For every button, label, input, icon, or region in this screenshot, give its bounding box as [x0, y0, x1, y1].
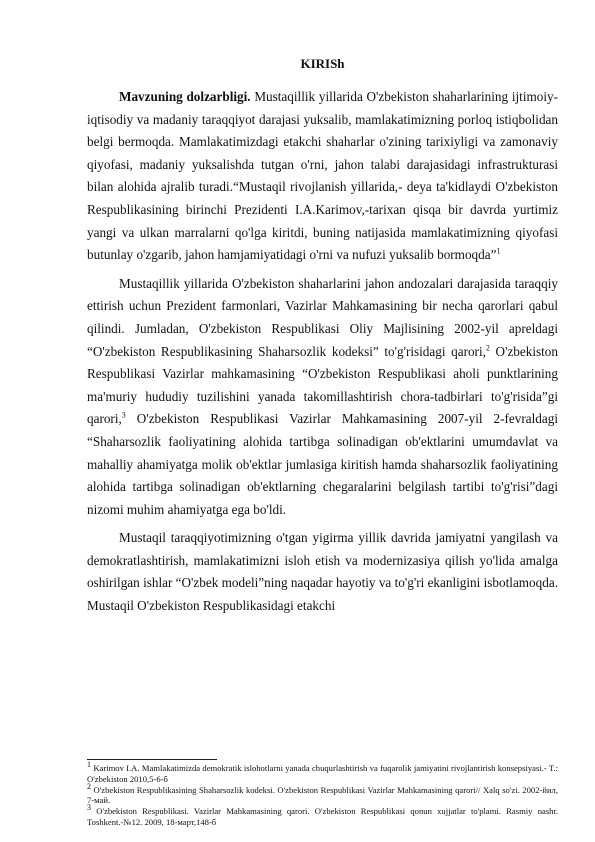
footnote-ref: 3: [121, 410, 126, 420]
page-title: KIRISh: [300, 56, 345, 71]
footnote-text: Karimov I.A. Mamlakatimizda demokratik islohotlarni yanada chuqurlashtirish va fuqarolik jamiyatini rivojlantirish konsepsiyasi.- T.: O'zbekiston 2010,5-6-б: [87, 763, 558, 784]
footnote-divider: [87, 759, 217, 760]
paragraph-lead: Mavzuning dolzarbligi.: [119, 89, 251, 104]
paragraph-development: [87, 527, 558, 617]
paragraph-text: Mustaqil taraqqiyotimizning o'tgan yigirma yillik davrida jamiyatni yangilash va demokratlashtirish, mamlakatimizni isloh etish va modernizasiya qilish yo'lida amalga oshirilgan ishlar “O'zbek modeli”ning naqadar hayotiy va to'g'ri ekanligini isbotlamoqda. Mustaqil O'zbekiston Respublikasidagi etakchi: [87, 530, 558, 614]
footnote-number: 1: [87, 760, 91, 770]
footnote: [87, 781, 558, 807]
footnote-ref: 2: [485, 343, 490, 353]
paragraph-text: Mustaqillik yillarida O'zbekiston shaharlarining ijtimoiy-iqtisodiy va madaniy taraqqiyot darajasi yuksalib, mamlakatimizning porloq istiqbolidan belgi bermoqda. Mamlakatimizdagi etakchi shaharlar o'zining tarixiyligi va zamonaviy qiyofasi, madaniy yuksalishda tutgan o'rni, jahon talabi darajasidagi infrastrukturasi bilan alohida ajralib turadi.“Mustaqil rivojlanish yillarida,- deya ta'kidlaydi O'zbekiston Respublikasining birinchi Prezidenti I.A.Karimov,-tarixan qisqa bir davrda yurtimiz yangi va ulkan marralarni qo'lga kiritdi, buning natijasida mamlakatimizning qiyofasi butunlay o'zgarib, jahon hamjamiyatidagi o'rni va nufuzi yuksalib bormoqda”: [87, 89, 558, 263]
footnote-ref: 1: [496, 246, 501, 256]
footnote-text: O'zbekiston Respublikasi. Vazirlar Mahkamasining qarori. O'zbekiston Respublikasi qonun xujjatlar to'plami. Rasmiy nashr. Toshkent.-№12. 2009, 18-март,148-б: [87, 806, 558, 827]
paragraph-text: O'zbekiston Respublikasi Vazirlar Mahkamasining 2007-yil 2-fevraldagi “Shaharsozlik faoliyatining alohida tartibga solinadigan ob'ektlarini umumdavlat va mahalliy ahamiyatga molik ob'ektlar jumlasiga kiritish hamda shaharsozlik faoliyatining alohida tartibga solinadigan ob'ektlarning chegaralarini belgilash tartibi to'g'risi”dagi nizomi muhim ahamiyatga ega bo'ldi.: [87, 411, 558, 517]
paragraph-text: Mustaqillik yillarida O'zbekiston shaharlarini jahon andozalari darajasida taraqqiy ettirish uchun Prezident farmonlari, Vazirlar Mahkamasining bir necha qarorlari qabul qilindi. Jumladan, O'zbekiston Respublikasi Oliy Majlisining 2002-yil apreldagi “O'zbekiston Respublikasining Shaharsozlik kodeksi” to'g'risidagi qarori,: [87, 275, 558, 359]
footnotes: [87, 759, 558, 828]
footnote-text: O'zbekiston Respublikasining Shaharsozlik kodeksi. O'zbekiston Respublikasi Vazirlar Mahkamasining qarori// Xalq so'zi. 2002-йил, 7-май.: [87, 784, 558, 806]
footnote: [87, 760, 558, 785]
paragraph-relevance: [87, 86, 558, 267]
footnote-number: 2: [87, 781, 91, 791]
paragraph-text: O'zbekiston Respublikasi Vazirlar mahkamasining “O'zbekiston Respublikasi aholi punktlarining ma'muriy hududiy tuzilishini yanada takomillashtirish chora-tadbirlari to'g'risida”gi qarori,: [87, 343, 558, 427]
footnote: [87, 803, 558, 828]
footnote-number: 3: [87, 803, 91, 813]
paragraph-decrees: [87, 273, 558, 522]
